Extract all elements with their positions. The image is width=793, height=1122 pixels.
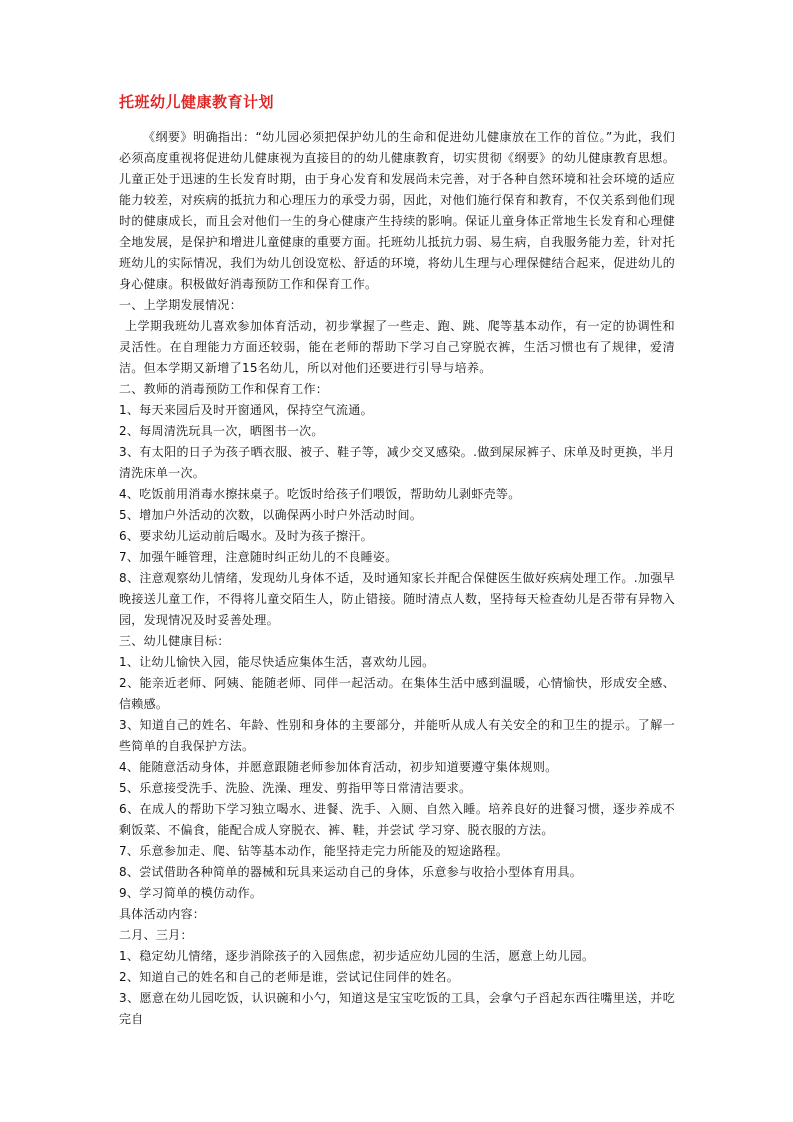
list-item: 3、愿意在幼儿园吃饭，认识碗和小勺，知道这是宝宝吃饭的工具，会拿勺子舀起东西往嘴里送，并吃完自 — [119, 991, 675, 1026]
list-item: 3、知道自己的姓名、年龄、性别和身体的主要部分，并能听从成人有关安全的和卫生的提示。了解一些简单的自我保护方法。 — [119, 718, 675, 753]
section1-heading: 一、上学期发展情况： — [119, 298, 243, 312]
list-item: 6、要求幼儿运动前后喝水。及时为孩子擦汗。 — [119, 529, 373, 543]
list-item: 5、乐意接受洗手、洗脸、洗澡、理发、剪指甲等日常清洁要求。 — [119, 781, 472, 795]
list-item: 7、乐意参加走、爬、钻等基本动作，能坚持走完力所能及的短途路程。 — [119, 844, 509, 858]
list-item: 1、每天来园后及时开窗通风，保持空气流通。 — [119, 403, 373, 417]
list-item: 1、让幼儿愉快入园，能尽快适应集体生活，喜欢幼儿园。 — [119, 655, 435, 669]
list-item: 8、注意观察幼儿情绪，发现幼儿身体不适，及时通知家长并配合保健医生做好疾病处理工作。.加强早晚接送儿童工作，不得将儿童交陌生人，防止错接。随时清点人数，坚持每天检查幼儿是否带有异物入园，发现情况及时妥善处理。 — [119, 571, 675, 627]
activities-heading: 具体活动内容： — [119, 907, 206, 921]
list-item: 4、能随意活动身体，并愿意跟随老师参加体育活动，初步知道要遵守集体规则。 — [119, 760, 558, 774]
section2-heading: 二、教师的消毒预防工作和保育工作： — [119, 382, 329, 396]
list-item: 7、加强午睡管理，注意随时纠正幼儿的不良睡姿。 — [119, 550, 398, 564]
intro-paragraph: 《纲要》明确指出：“幼儿园必须把保护幼儿的生命和促进幼儿健康放在工作的首位。”为此，我们必须高度重视将促进幼儿健康视为直接目的的幼儿健康教育，切实贯彻《纲要》的幼儿健康教育思想。儿童正处于迅速的生长发育时期，由于身心发育和发展尚未完善，对于各种自然环境和社会环境的适应能力较差，对疾病的抵抗力和心理压力的承受力弱，因此，对他们施行保育和教育，不仅关系到他们现时的健康成长，而且会对他们一生的身心健康产生持续的影响。保证儿童身体正常地生长发育和心理健全地发展，是保护和增进儿童健康的重要方面。托班幼儿抵抗力弱、易生病，自我服务能力差，针对托班幼儿的实际情况，我们为幼儿创设宽松、舒适的环境，将幼儿生理与心理保健结合起来，促进幼儿的身心健康。积极做好消毒预防工作和保育工作。 — [119, 130, 675, 291]
list-item: 3、有太阳的日子为孩子晒衣服、被子、鞋子等，减少交叉感染。.做到屎尿裤子、床单及时更换，半月清洗床单一次。 — [119, 445, 675, 480]
list-item: 8、尝试借助各种简单的器械和玩具来运动自己的身体，乐意参与收拾小型体育用具。 — [119, 865, 583, 879]
list-item: 1、稳定幼儿情绪，逐步消除孩子的入园焦虑，初步适应幼儿园的生活，愿意上幼儿园。 — [119, 949, 595, 963]
document-title: 托班幼儿健康教育计划 — [119, 93, 275, 111]
list-item: 2、能亲近老师、阿姨、能随老师、同伴一起活动。在集体生活中感到温暖，心情愉快，形成安全感、信赖感。 — [119, 676, 675, 711]
list-item: 9、学习简单的模仿动作。 — [119, 886, 263, 900]
list-item: 2、知道自己的姓名和自己的老师是谁，尝试记住同伴的姓名。 — [119, 970, 460, 984]
activities-period: 二月、三月： — [119, 928, 193, 942]
list-item: 4、吃饭前用消毒水擦抹桌子。吃饭时给孩子们喂饭，帮助幼儿剥虾壳等。 — [119, 487, 521, 501]
document-page — [119, 92, 675, 1030]
section1-text: 上学期我班幼儿喜欢参加体育活动，初步掌握了一些走、跑、跳、爬等基本动作，有一定的协调性和灵活性。在自理能力方面还较弱，能在老师的帮助下学习自己穿脱衣裤，生活习惯也有了规律，爱清洁。但本学期又新增了15名幼儿，所以对他们还要进行引导与培养。 — [119, 319, 675, 375]
list-item: 5、增加户外活动的次数，以确保两小时户外活动时间。 — [119, 508, 423, 522]
list-item: 6、在成人的帮助下学习独立喝水、进餐、洗手、入厕、自然入睡。培养良好的进餐习惯，逐步养成不剩饭菜、不偏食，能配合成人穿脱衣、裤、鞋，并尝试 学习穿、脱衣服的方法。 — [119, 802, 675, 837]
section3-heading: 三、幼儿健康目标： — [119, 634, 230, 648]
list-item: 2、每周清洗玩具一次，晒图书一次。 — [119, 424, 324, 438]
